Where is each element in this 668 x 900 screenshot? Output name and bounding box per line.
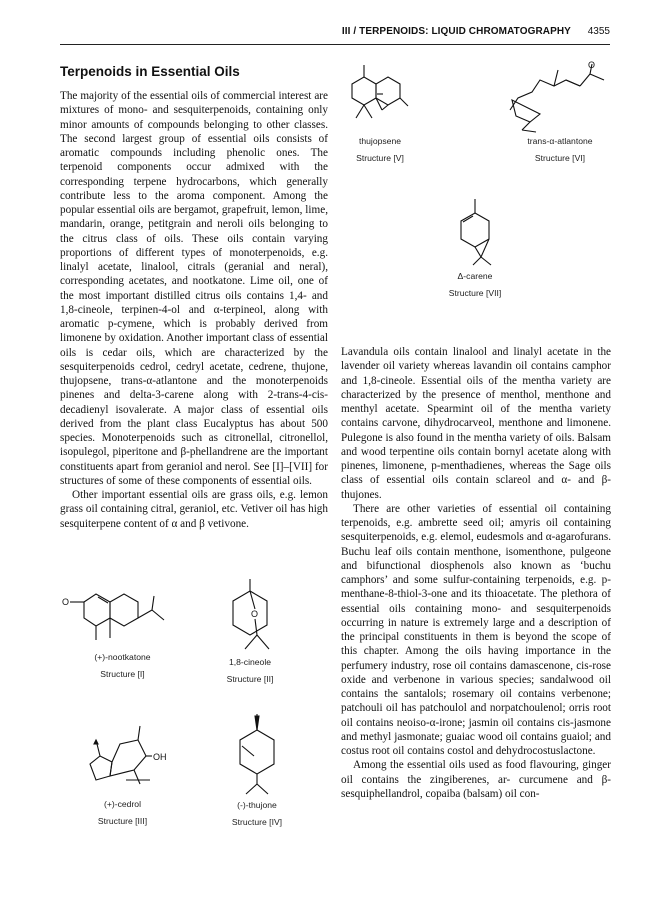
thujone-diagram [222, 710, 292, 798]
section-title: Terpenoids in Essential Oils [60, 64, 240, 79]
right-column [341, 345, 611, 801]
structure-thujopsene [330, 60, 430, 163]
right-paragraph-3: Among the essential oils used as food flavouring, ginger oil contains the zingiberenes, ar- curcumene and β-sesquiphellandrol, copaiba (balsam) oil con- [341, 759, 611, 800]
structure-nootkatone [60, 580, 185, 679]
nootkatone-diagram [60, 580, 185, 650]
carene-label: Structure [VII] [448, 288, 502, 298]
nootkatone-oxygen: O [62, 597, 70, 607]
thujone-label: Structure [IV] [231, 817, 283, 827]
structure-thujone [222, 710, 292, 827]
left-column [60, 64, 328, 531]
left-paragraph-2: Other important essential oils are grass oils, e.g. lemon grass oil containing citral, geraniol, etc. Vetiver oil has high sesquiterpene content of α and β vetivone. [60, 489, 328, 530]
structure-atlantone [500, 60, 620, 163]
running-header [60, 26, 610, 45]
right-paragraph-2: There are other varieties of essential oil containing terpenoids, e.g. ambrette seed oil; amyris oil containing sesquiterpenoids, e.g. elemol, eudesmols and α-agarofurans. Buchu leaf oils contain menthone, isomenthone, pulgeone and bifunctional diosphenols also known as ‘buchu camphors’ and some sulfur-containing terpenoids, e.g. p-menthane-8-thiol-3-one and its thioacetate. The plethora of essential oils containing mono- and sesquiterpenoids occurring in nature is extremely large and a description of the principal constituents in them is beyond the scope of this chapter. Among the oils having importance in the perfumery industry, rose oil contains damascenone, cis-rose oxide and verbenone in various species; sandalwood oil contains the santalols; rosemary oil contains verbenone; patchouli oil has patchoulol and norpatchoulenol; orris root oil contains neoiso-α-irone; jasmin oil contains cis-jasmone and methyl jasmonate; guaiac wood oil contains guaiol; and costus root oil contains costol and dehydrocostuslactone. [341, 502, 611, 757]
cedrol-name: (+)-cedrol [103, 799, 141, 809]
atlantone-label: Structure [VI] [534, 153, 586, 163]
nootkatone-name: (+)-nootkatone [94, 652, 151, 662]
cedrol-diagram [60, 722, 185, 797]
running-head-title: III / TERPENOIDS: LIQUID CHROMATOGRAPHY [341, 26, 571, 37]
left-paragraph-1: The majority of the essential oils of commercial interest are mixtures of mono- and sesquiterpenoids, containing only minor amounts of compounds belonging to other classes. The second largest group of essential oils consists of aromatic compounds including phenolic ones. The terpenoid components occur admixed with the corresponding terpene hydrocarbons, which generally contribute less to the aroma component. Among the popular essential oils are bergamot, grapefruit, lemon, lime, mandarin, orange, petitgrain and neroli oils belonging to the citrus class of oils. These oils contain varying proportions of different types of monoterpenoids, e.g. linalyl acetate, linalool, citrals (geranial and neral), corresponding acetates, and nootkatone. Lime oil, one of the most important distilled citrus oils contains 1,4- and 1,8-cineole, terpinen-4-ol and α-terpineol, along with aromatic p-cymene, which is probably derived from limonene by oxidation. Another important class of essential oils is cedar oils, which are characterized by the sesquiterpenoids cedrol, cedryl acetate, cedrene, thujone, thujopsene, trans-α-atlantone and the monoterpenoids pinenes and delta-3-carene along with 2-trans-4-cis-decadienyl isovalerate. A major class of essential oils derived from the plant class Eucalyptus has about 500 species. Monoterpenoids such as citronellal, citronellol, isopulegol, piperitone and β-phellandrene are the important constituents apart from geraniol and nerol. See [I]–[VII] for structures of some of these components of essential oils. [60, 90, 328, 487]
carene-diagram [435, 195, 515, 269]
cineole-diagram [215, 575, 285, 655]
structure-cedrol [60, 722, 185, 826]
thujopsene-name: thujopsene [358, 136, 402, 146]
cineole-oxygen: O [251, 609, 259, 619]
structure-cineole [215, 575, 285, 684]
thujopsene-label: Structure [V] [356, 153, 404, 163]
thujone-name: (-)-thujone [237, 800, 277, 810]
structure-carene [435, 195, 515, 298]
cedrol-label: Structure [III] [97, 816, 148, 826]
page-number: 4355 [587, 26, 610, 37]
cineole-label: Structure [II] [226, 674, 274, 684]
nootkatone-label: Structure [I] [100, 669, 145, 679]
cedrol-hydroxyl: OH [153, 752, 167, 762]
carene-name: Δ-carene [457, 271, 493, 281]
cineole-name: 1,8-cineole [228, 657, 272, 667]
atlantone-name: trans-α-atlantone [527, 136, 593, 146]
right-paragraph-1: Lavandula oils contain linalool and linalyl acetate in the lavender oil variety whereas lavandin oil contains camphor and 1,8-cineole. Essential oils of the mentha variety are characterized by the presence of menthol, menthone and menthyl acetate. Spearmint oil of the mentha variety contains carvone, dihydrocarveol, menthone and limonene. Pulegone is also found in the mentha variety of oils. Balsam and wood terpentine oils contain bornyl acetate along with pinenes, limonene, p-menthadienes, whereas the Sage oils class of essential oils contain sclareol and α- and β-thujones. [341, 346, 611, 501]
atlantone-oxygen: O [588, 60, 596, 70]
thujopsene-diagram [330, 60, 430, 134]
atlantone-diagram [500, 60, 620, 134]
